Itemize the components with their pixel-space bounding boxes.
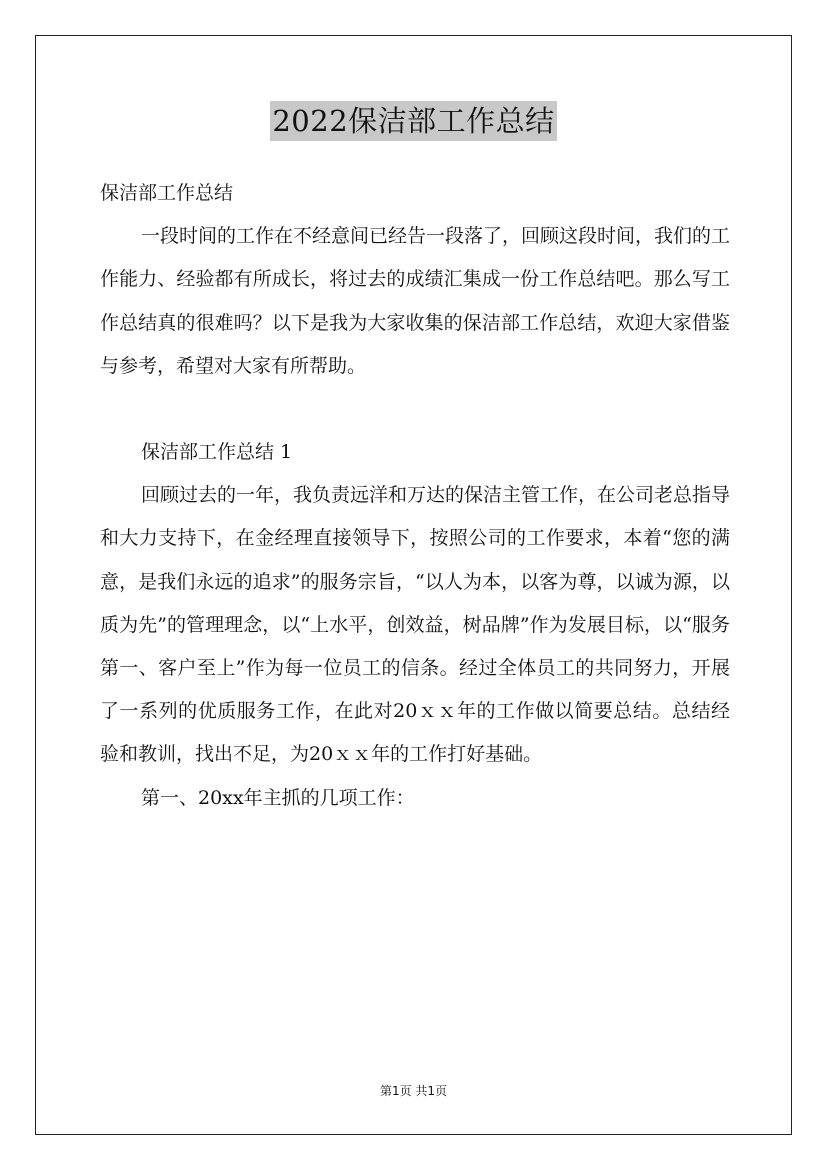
document-body: [100, 172, 730, 820]
paragraph-spacer: [100, 388, 730, 431]
title-container: [0, 101, 827, 141]
document-subtitle: 保洁部工作总结: [100, 182, 234, 204]
page-footer: 第1页 共1页: [379, 1084, 448, 1098]
body-paragraph: 回顾过去的一年，我负责远洋和万达的保洁主管工作，在公司老总指导和大力支持下，在金经理直接领导下，按照公司的工作要求，本着“您的满意，是我们永远的追求”的服务宗旨，“以人为本，以客为尊，以诚为源，以质为先”的管理理念，以“上水平，创效益，树品牌”作为发展目标，以“服务第一、客户至上”作为每一位员工的信条。经过全体员工的共同努力，开展了一系列的优质服务工作，在此对20ｘｘ年的工作做以简要总结。总结经验和教训，找出不足，为20ｘｘ年的工作打好基础。: [100, 484, 731, 766]
point-one-heading: 第一、20xx年主抓的几项工作：: [141, 786, 415, 809]
document-title: 2022保洁部工作总结: [270, 101, 556, 141]
intro-paragraph: 一段时间的工作在不经意间已经告一段落了，回顾这段时间，我们的工作能力、经验都有所成长，将过去的成绩汇集成一份工作总结吧。那么写工作总结真的很难吗？以下是我为大家收集的保洁部工作总结，欢迎大家借鉴与参考，希望对大家有所帮助。: [100, 225, 731, 377]
section-heading: 保洁部工作总结 1: [141, 441, 293, 464]
